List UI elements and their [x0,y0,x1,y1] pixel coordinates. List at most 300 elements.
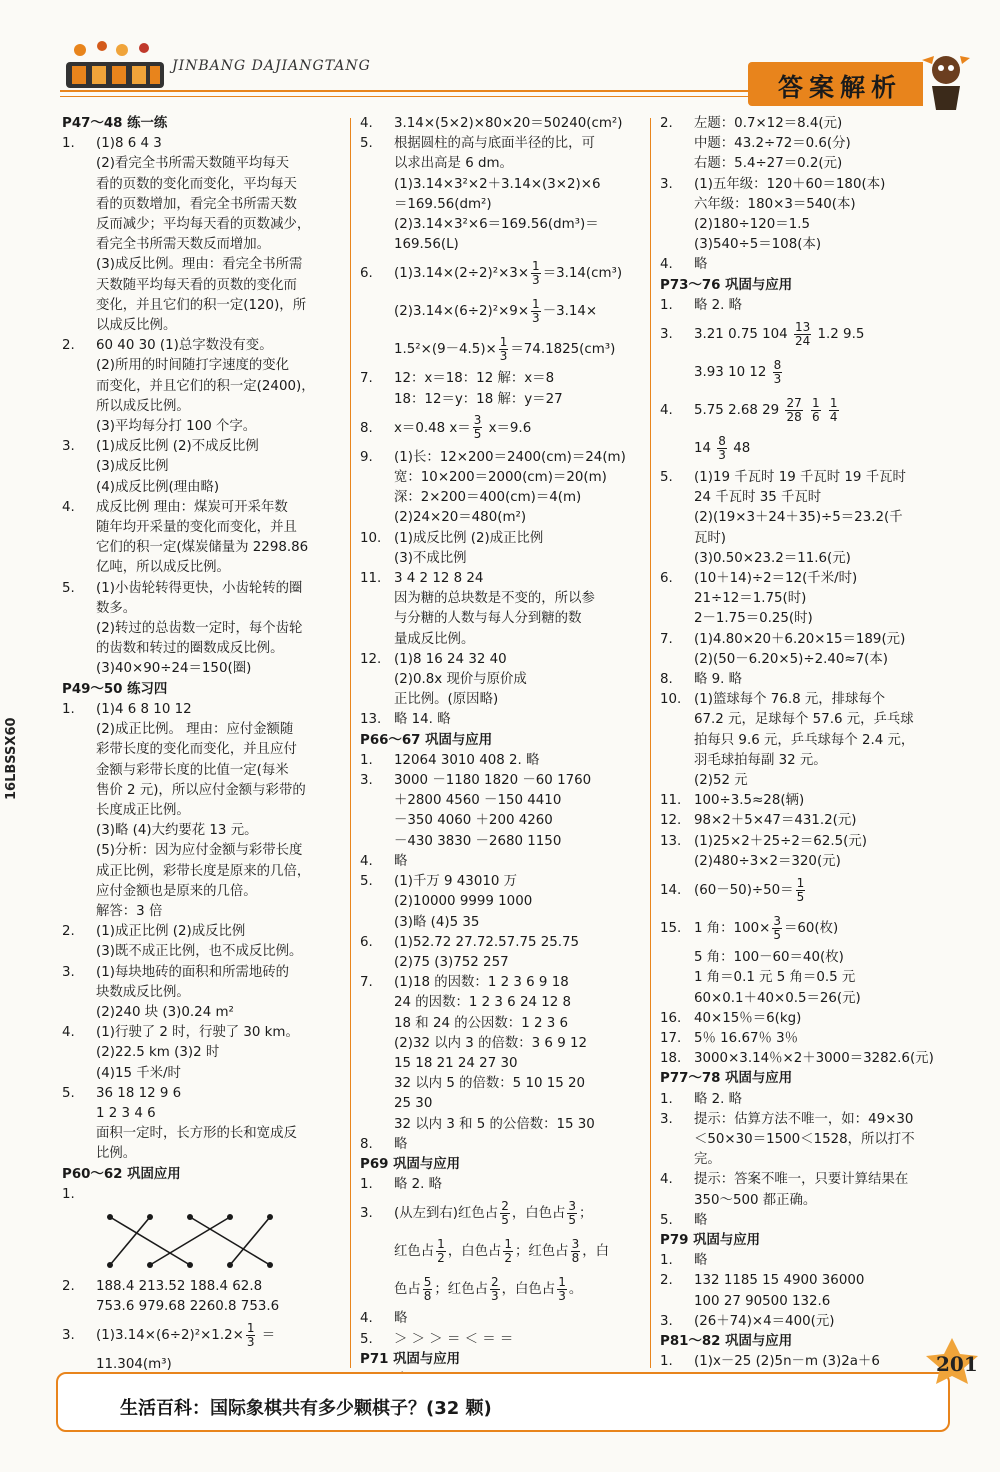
question-number: 4. [660,403,673,419]
answer-text: 350～500 都正确。 [694,1192,817,1208]
answer-line [660,811,950,831]
column-divider [650,118,651,1368]
question-number: 8. [660,672,673,688]
answer-line [62,336,344,356]
question-number: 1. [660,1253,673,1269]
answer-text: (10＋14)÷2＝12(千米/时) [694,571,858,587]
answer-text: (2)52 元 [694,773,748,789]
fraction [531,260,541,287]
answer-line [360,933,644,953]
answer-text: 100 27 90500 132.6 [694,1293,831,1309]
answer-line [360,650,644,670]
answer-line [660,710,950,730]
answer-text: (2)24×20＝480(m²) [394,510,527,526]
answer-line [360,569,644,589]
answer-text: (1)五年级：120＋60＝180(本) [694,176,886,192]
answer-text: 成反比例 理由：煤炭可开采年数 [96,499,288,515]
fraction-denominator: 3 [246,1334,255,1349]
answer-line [360,1014,644,1034]
answer-text: 深：2×200＝400(cm)＝4(m) [394,490,582,506]
mascot-icon [912,50,982,114]
matching-line [230,1217,270,1265]
section-heading [360,1155,644,1175]
question-number: 14. [660,883,682,899]
answer-line [660,609,950,629]
answer-line [62,154,344,174]
answer-line [360,175,644,195]
answer-text: 1 角＝0.1 元 5 角＝0.5 元 [694,970,856,986]
answer-line [660,296,950,316]
fraction-numerator: 1 [246,1320,255,1335]
answer-text: (1)18 的因数：1 2 3 6 9 18 [394,975,569,991]
answer-line [62,558,344,578]
question-number: 7. [360,975,373,991]
question-number: 3. [660,1313,673,1329]
answer-text: 12064 3010 408 2. 略 [394,752,540,768]
question-number: 8. [360,420,373,436]
fraction-denominator: 2 [504,1250,513,1265]
fraction-numerator: 2 [501,1198,509,1213]
question-number: 5. [360,874,373,890]
fraction-numerator: 13 [794,319,811,334]
answer-text: ，白色占 [447,1244,502,1260]
answer-text: 量成反比例。 [394,631,475,647]
fraction [500,1200,510,1227]
answer-text: 略 2. 略 [694,1091,743,1107]
fraction-denominator: 3 [499,348,508,363]
answer-text: 根据圆柱的高与底面半径的比，可 [394,136,595,152]
answer-text: (1)成反比例 (2)不成反比例 [96,439,259,455]
answer-text: (1)x－25 (2)5n－m (3)2a＋6 [694,1354,880,1370]
answer-line [360,154,644,174]
answer-text: 11.304(m³) [96,1357,172,1373]
answer-line [660,852,950,872]
question-number: 4. [62,1025,75,1041]
question-number: 18. [660,1051,682,1067]
answer-text: 1.2 9.5 [813,327,865,343]
answer-line [62,134,344,154]
answer-text: (2)10000 9999 1000 [394,894,533,910]
fraction-numerator: 1 [796,875,805,890]
answer-text: (2)转过的总齿数一定时，每个齿轮 [96,621,303,637]
answer-text: (4)成反比例(理由略) [96,479,220,495]
question-number: 12. [660,813,682,829]
answer-text: 32 以内 3 和 5 的公倍数：15 30 [394,1116,595,1132]
fraction-denominator: 5 [773,927,781,942]
answer-text: (1)长：12×200＝2400(cm)＝24(m) [394,449,626,465]
answer-text: 18：12＝y：18 解：y＝27 [394,391,563,407]
answer-line [660,670,950,690]
question-number: 3. [660,176,673,192]
answer-column-3 [660,114,950,1372]
answer-text: 5 角：100－60＝40(枚) [694,950,844,966]
fraction-denominator: 2 [437,1250,445,1265]
matching-line [110,1217,150,1265]
question-number: 11. [360,571,382,587]
answer-text: 24 的因数：1 2 3 6 24 12 8 [394,995,572,1011]
question-number: 5. [660,470,673,486]
answer-text: 与分糖的人数与每人分到糖的数 [394,611,582,627]
answer-line [62,1084,344,1104]
answer-line [660,872,950,910]
answer-line [62,1023,344,1043]
answer-line [360,134,644,154]
answer-line [360,1195,644,1233]
fraction [829,397,839,424]
answer-line [360,293,644,331]
fraction-denominator: 24 [794,333,811,348]
answer-text: 15 18 21 24 27 30 [394,1055,518,1071]
question-number: 9. [360,449,373,465]
answer-line [660,215,950,235]
answer-text: (1)3.14×3²×2＋3.14×(3×2)×6 [394,176,601,192]
answer-text: P69 巩固与应用 [360,1156,461,1172]
answer-line [360,549,644,569]
answer-line [62,1003,344,1023]
answer-line [660,690,950,710]
answer-text: ；红色占 [515,1244,569,1260]
answer-text: 看完全书所需天数反而增加。 [96,237,271,253]
answer-line [660,529,950,549]
footer-lead: 生活百科： [120,1398,210,1419]
answer-text: (1)篮球每个 76.8 元，排球每个 [694,692,886,708]
answer-text: (3)不成比例 [394,550,467,566]
answer-line [360,1135,644,1155]
answer-text: 数多。 [96,600,137,616]
matching-dot [267,1214,273,1220]
answer-text: 48 [728,441,751,457]
page-header [0,0,1000,112]
answer-text: 看的页数增加，看完全书所需天数 [96,196,297,212]
answer-text: 60×0.1＋40×0.5＝26(元) [694,990,861,1006]
answer-line [62,1317,344,1355]
matching-line [110,1217,190,1265]
fraction-numerator: 5 [423,1274,432,1289]
answer-text: ＝74.1825(cm³) [510,342,616,358]
answer-text: 略 [394,1136,408,1152]
answer-line [660,1352,950,1372]
fraction [794,321,811,348]
question-number: 17. [660,1030,682,1046]
answer-line [660,948,950,968]
fraction-denominator: 5 [501,1212,509,1227]
answer-text: (3)平均每分打 100 个字。 [96,419,257,435]
answer-text: (1)19 千瓦时 19 千瓦时 19 千瓦时 [694,470,906,486]
fraction [567,1200,577,1227]
answer-line [62,296,344,316]
answer-line [360,589,644,609]
fraction-denominator: 3 [558,1288,566,1303]
answer-text: 瓦时) [694,530,727,546]
answer-text: 红色占 [394,1244,435,1260]
answer-text: 以求出高是 6 dm。 [394,156,513,172]
answer-text: (2)75 (3)752 257 [394,954,509,970]
answer-text: ＜50×30＝1500＜1528，所以打不 [694,1131,915,1147]
fraction [772,915,782,942]
question-number: 4. [360,853,373,869]
side-code: 16LBSSX60 [4,717,19,800]
answer-line [360,852,644,872]
answer-text: 的齿数和转过的圈数成反比例。 [96,641,284,657]
header-rule-thin [60,96,750,97]
answer-line [660,771,950,791]
fraction [423,1276,433,1303]
question-number: 5. [62,580,75,596]
answer-text: (60－50)÷50＝ [694,883,794,899]
answer-title: 答案解析 [778,73,903,102]
fraction-numerator: 1 [504,1236,513,1251]
answer-text: 188.4 213.52 188.4 62.8 [96,1278,263,1294]
answer-text: 提示：答案不唯一，只要计算结果在 [694,1172,909,1188]
answer-text: (2)22.5 km (3)2 时 [96,1045,220,1061]
answer-text: 金额与彩带长度的比值一定(每米 [96,762,289,778]
answer-line [360,811,644,831]
answer-text: 14 [694,441,716,457]
question-number: 4. [660,1172,673,1188]
answer-text: (3)既不成正比例，也不成反比例。 [96,944,303,960]
question-number: 4. [660,257,673,273]
answer-line [360,529,644,549]
answer-line [62,417,344,437]
answer-line [62,437,344,457]
answer-line [62,882,344,902]
answer-text: (1)行驶了 2 时，行驶了 30 km。 [96,1025,299,1041]
answer-text: (2)3.14×(6÷2)²×9× [394,304,530,320]
fraction-numerator: 2 [490,1274,499,1289]
question-number: 10. [360,530,382,546]
answer-line [360,195,644,215]
answer-text: ；红色占 [434,1282,488,1298]
answer-text: 反而减少；平均每天看的页数减少， [96,217,311,233]
footer-question: 国际象棋共有多少颗棋子？(32 颗) [210,1398,492,1419]
matching-dot [107,1214,113,1220]
answer-line [660,751,950,771]
answer-text: (2)3.14×3²×6＝169.56(dm³)＝ [394,217,599,233]
fraction [811,397,821,424]
answer-text: 左题：0.7×12＝8.4(元) [694,116,843,131]
answer-line [360,953,644,973]
fraction-denominator: 3 [532,272,540,287]
answer-text: 面积一定时，长方形的长和宽成反 [96,1126,297,1142]
fraction-numerator: 1 [437,1236,445,1251]
answer-line [62,639,344,659]
answer-line [660,1251,950,1271]
answer-text: (1)4.80×20＋6.20×15＝189(元) [694,631,906,647]
answer-text: 略 2. 略 [394,1177,443,1193]
answer-text: P73～76 巩固与应用 [660,277,793,293]
fraction-denominator: 8 [571,1250,580,1265]
answer-line [660,1211,950,1231]
answer-text: (1)3.14×(2÷2)²×3× [394,266,530,282]
answer-text: (2)(19×3＋24＋35)÷5＝23.2(千 [694,510,903,526]
answer-line [360,630,644,650]
answer-text: (1)4 6 8 10 12 [96,701,192,717]
answer-text: 5％ 16.67％ 3％ [694,1030,799,1046]
answer-line [62,983,344,1003]
answer-line [660,630,950,650]
answer-text: 拍每只 9.6 元，乒乓球每个 2.4 元， [694,732,915,748]
answer-text: 略 2. 略 [694,297,743,313]
answer-line [360,1094,644,1114]
section-heading [360,1350,644,1370]
answer-line [360,468,644,488]
answer-text: 应付金额也是原来的几倍。 [96,883,257,899]
answer-text: 它们的积一定(煤炭储量为 2298.86 [96,540,309,556]
answer-text: (2)所用的时间随打字速度的变化 [96,358,290,374]
answer-text: P77～78 巩固与应用 [660,1071,793,1087]
answer-text: P79 巩固与应用 [660,1232,761,1248]
answer-text: －350 4060 ＋200 4260 [394,813,553,829]
question-number: 2. [62,1278,75,1294]
answer-text: (从左到右)红色占 [394,1206,499,1222]
answer-line [62,235,344,255]
answer-line [62,801,344,821]
answer-text: (1)小齿轮转得更快，小齿轮转的圈 [96,580,303,596]
fraction-denominator: 3 [773,371,782,386]
answer-text: 正比例。(原因略) [394,692,499,708]
answer-text: (1)25×2＋25÷2＝62.5(元) [694,833,867,849]
answer-line [660,1029,950,1049]
question-number: 2. [62,924,75,940]
answer-line [62,498,344,518]
answer-line [62,761,344,781]
answer-text: 2－1.75＝0.25(时) [694,611,813,627]
question-number: 5. [660,1212,673,1228]
answer-line [660,354,950,392]
answer-text: (5)分析：因为应付金额与彩带长度 [96,843,303,859]
answer-line [660,1009,950,1029]
answer-line [360,913,644,933]
question-number: 5. [62,1085,75,1101]
answer-text: 比例。 [96,1146,137,1162]
answer-text: (1)52.72 27.72.57.75 25.75 [394,934,580,950]
question-number: 1. [360,1177,373,1193]
brand-logo-icon [60,36,170,98]
question-number: 2. [660,1273,673,1289]
answer-line [62,1297,344,1317]
answer-text: －3.14× [542,304,598,320]
fraction-numerator: 3 [571,1236,580,1251]
answer-line [360,1034,644,1054]
answer-text: (26＋74)×4＝400(元) [694,1313,835,1329]
answer-text: 略 [694,257,708,273]
answer-text: (1)千万 9 43010 万 [394,874,518,890]
fraction-numerator: 8 [718,433,726,448]
answer-line [660,195,950,215]
answer-text: 132 1185 15 4900 36000 [694,1273,865,1289]
answer-line [62,1064,344,1084]
fraction [246,1322,256,1349]
answer-line [62,862,344,882]
footer-trivia [120,1394,492,1420]
answer-text: (1)8 16 24 32 40 [394,651,507,667]
fraction-denominator: 6 [812,409,820,424]
answer-text: (1)每块地砖的面积和所需地砖的 [96,964,290,980]
fraction-denominator: 3 [532,310,540,325]
matching-dot [227,1214,233,1220]
answer-text: 售价 2 元)，所以应付金额与彩带的 [96,782,306,798]
answer-text: ，白色占 [501,1282,556,1298]
fraction-numerator: 3 [473,413,482,428]
answer-text: (3)40×90÷24＝150(圈) [96,661,252,677]
answer-text: 天数随平均每天看的页数的变化而 [96,277,297,293]
answer-text: P71 巩固与应用 [360,1351,461,1367]
matching-line [190,1217,270,1265]
question-number: 15. [660,921,682,937]
answer-line [360,872,644,892]
answer-text: ，白 [582,1244,609,1260]
answer-line [62,356,344,376]
answer-text [823,403,827,418]
answer-line [660,989,950,1009]
question-number: 7. [660,631,673,647]
answer-text: 21÷12＝1.75(时) [694,591,807,607]
answer-line [62,963,344,983]
answer-line [660,1049,950,1069]
answer-line [360,1175,644,1195]
answer-text: ＝3.14(cm³) [542,266,623,282]
matching-diagram [92,1209,302,1273]
answer-text: 完。 [694,1152,721,1168]
answer-line [62,1043,344,1063]
fraction-denominator: 3 [718,447,726,462]
answer-text: ＞ ＞ ＞ ＝ ＜ ＝ ＝ [394,1331,514,1347]
answer-line [660,569,950,589]
answer-text: ＝169.56(dm²) [394,196,492,212]
question-number: 10. [660,692,682,708]
fraction-numerator: 1 [558,1274,566,1289]
answer-line [660,255,950,275]
matching-dot [187,1262,193,1268]
question-number: 4. [62,499,75,515]
answer-line [360,771,644,791]
answer-line [660,650,950,670]
answer-line [660,488,950,508]
answer-line [660,1191,950,1211]
answer-text: 12：x＝18：12 解：x＝8 [394,371,555,387]
fraction-numerator: 1 [829,395,838,410]
section-heading [62,1165,344,1185]
answer-text: 因为糖的总块数是不变的，所以参 [394,591,595,607]
section-heading [660,1069,950,1089]
column-divider [350,118,351,1368]
question-number: 11. [660,793,682,809]
fraction [503,1238,513,1265]
answer-text: 变化，并且它们的积一定(120)，所 [96,297,307,313]
answer-line [360,993,644,1013]
question-number: 6. [360,934,373,950]
answer-line [360,410,644,448]
fraction-denominator: 5 [568,1212,577,1227]
answer-line [360,1309,644,1329]
answer-text: 67.2 元，足球每个 57.6 元，乒乓球 [694,712,914,728]
answer-text: P66～67 巩固与应用 [360,732,493,748]
answer-line [360,832,644,852]
answer-line [660,832,950,852]
question-number: 1. [660,297,673,313]
answer-line [62,841,344,861]
answer-text: 5.75 2.68 29 [694,403,784,419]
question-number: 12. [360,651,382,667]
answer-line [360,369,644,389]
answer-text: 98×2＋5×47＝431.2(元) [694,813,857,829]
answer-text: 1 角：100× [694,921,771,937]
answer-text: 3000×3.14％×2＋3000＝3282.6(元) [694,1051,934,1067]
answer-column-2 [360,114,644,1372]
answer-line [660,235,950,255]
question-number: 1. [660,1091,673,1107]
answer-text: 块数成反比例。 [96,984,190,1000]
